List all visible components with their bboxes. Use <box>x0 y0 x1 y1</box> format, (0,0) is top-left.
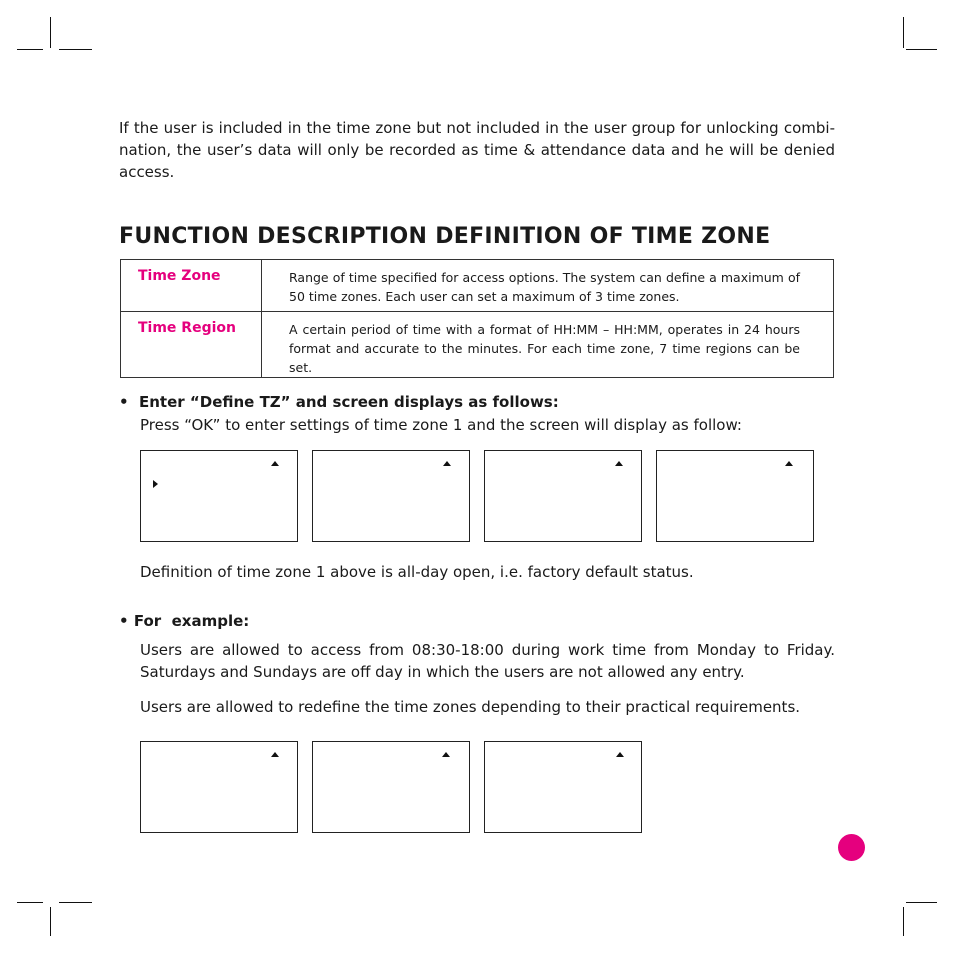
default-status-note: Definition of time zone 1 above is all-day open, i.e. factory default status. <box>140 563 694 581</box>
definition-table <box>120 259 834 378</box>
table-row <box>121 260 834 312</box>
definition-description: A certain period of time with a format of HH:MM – HH:MM, operates in 24 hours format and accurate to the minutes. For each time zone, 7 time regions can be set. <box>262 312 834 378</box>
lcd-screen <box>656 450 814 542</box>
lcd-screen <box>484 450 642 542</box>
crop-mark <box>903 907 904 936</box>
crop-mark <box>50 907 51 936</box>
intro-paragraph: If the user is included in the time zone but not included in the user group for unlocking combi-nation, the user’s data will only be recorded as time & attendance data and he will be denied access. <box>119 119 835 181</box>
triangle-up-icon <box>785 461 793 466</box>
bullet-heading-define-tz <box>119 393 559 411</box>
lcd-screen <box>484 741 642 833</box>
table-row <box>121 312 834 378</box>
lcd-screen <box>312 450 470 542</box>
definition-description: Range of time specified for access options. The system can define a maximum of 50 time zones. Each user can set a maximum of 3 time zones. <box>262 260 834 312</box>
triangle-right-icon <box>153 480 158 488</box>
triangle-up-icon <box>442 752 450 757</box>
example-text: Users are allowed to access from 08:30-18:00 during work time from Monday to Friday. Saturdays and Sundays are off day in which the users are not allowed any entry. <box>140 641 835 681</box>
crop-mark <box>906 49 937 50</box>
bullet-heading-text: For example: <box>133 612 250 630</box>
triangle-up-icon <box>615 461 623 466</box>
definition-term: Time Zone <box>121 260 262 312</box>
triangle-up-icon <box>443 461 451 466</box>
definition-term: Time Region <box>121 312 262 378</box>
bullet-icon: • <box>119 612 129 630</box>
example-text: Users are allowed to redefine the time zones depending to their practical requirements. <box>140 698 801 716</box>
triangle-up-icon <box>616 752 624 757</box>
bullet-heading-example <box>119 612 249 630</box>
lcd-screen <box>140 741 298 833</box>
page-marker-dot <box>838 834 865 861</box>
crop-mark <box>17 902 43 903</box>
bullet-icon: • <box>119 393 129 411</box>
lcd-screen <box>312 741 470 833</box>
instruction-text: Press “OK” to enter settings of time zone 1 and the screen will display as follow: <box>140 416 742 434</box>
crop-mark <box>59 902 92 903</box>
section-heading: FUNCTION DESCRIPTION DEFINITION OF TIME ZONE <box>119 224 771 249</box>
lcd-screen <box>140 450 298 542</box>
bullet-heading-text: Enter “Define TZ” and screen displays as follows: <box>139 393 559 411</box>
crop-mark <box>903 17 904 48</box>
crop-mark <box>906 902 937 903</box>
triangle-up-icon <box>271 461 279 466</box>
triangle-up-icon <box>271 752 279 757</box>
crop-mark <box>59 49 92 50</box>
crop-mark <box>50 17 51 48</box>
crop-mark <box>17 49 43 50</box>
